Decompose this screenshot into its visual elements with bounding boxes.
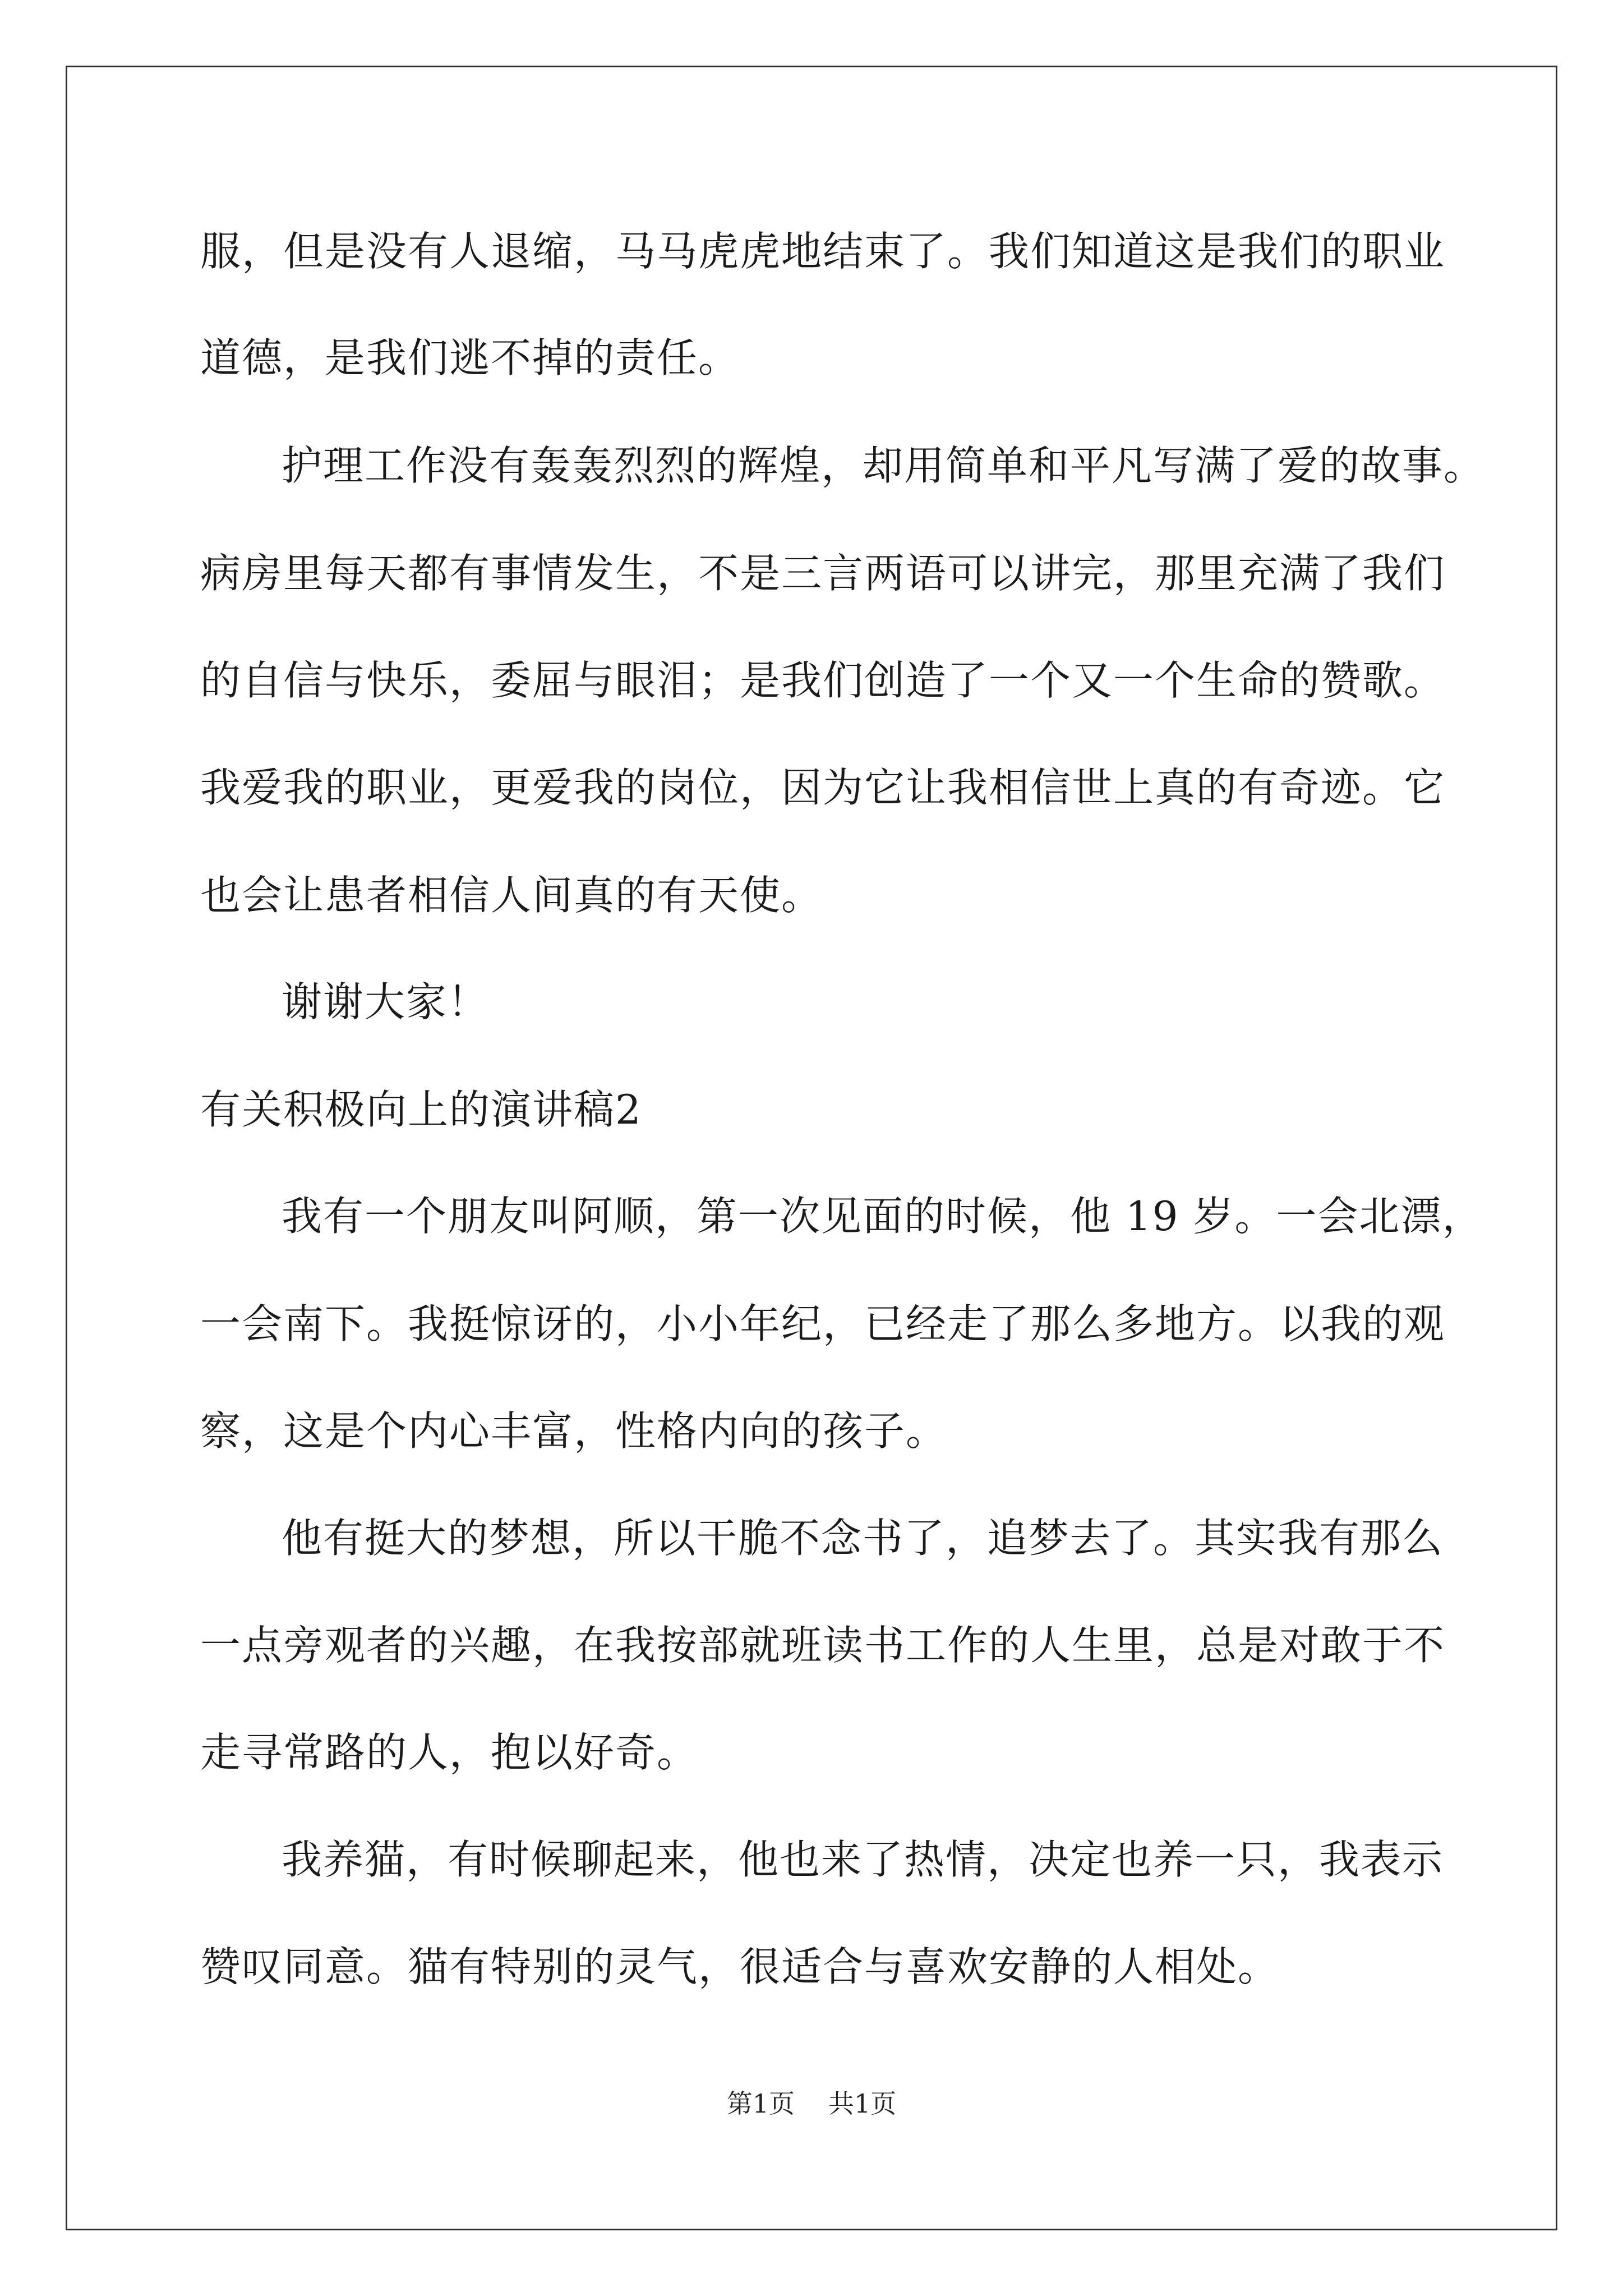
text-line: 的自信与快乐，委屈与眼泪；是我们创造了一个又一个生命的赞歌。 xyxy=(200,657,1446,704)
page-footer xyxy=(0,2087,1623,2120)
text-line: 病房里每天都有事情发生，不是三言两语可以讲完，那里充满了我们 xyxy=(200,550,1446,597)
text-line: 也会让患者相信人间真的有天使。 xyxy=(200,872,823,919)
page-border xyxy=(66,66,1557,2230)
text-line: 谢谢大家！ xyxy=(282,978,490,1025)
text-line: 走寻常路的人，抱以好奇。 xyxy=(200,1729,699,1776)
text-line: 护理工作没有轰轰烈烈的辉煌，却用简单和平凡写满了爱的故事。 xyxy=(282,442,1486,489)
text-line: 我爱我的职业，更爱我的岗位，因为它让我相信世上真的有奇迹。它 xyxy=(200,764,1446,811)
text-line: 道德，是我们逃不掉的责任。 xyxy=(200,334,740,381)
text-line: 赞叹同意。猫有特别的灵气，很适合与喜欢安静的人相处。 xyxy=(200,1943,1280,1990)
page-number-current: 第1页 xyxy=(726,2088,795,2119)
text-line: 察，这是个内心丰富，性格内向的孩子。 xyxy=(200,1407,948,1455)
section-heading: 有关积极向上的演讲稿2 xyxy=(200,1086,642,1133)
text-line: 服，但是没有人退缩，马马虎虎地结束了。我们知道这是我们的职业 xyxy=(200,228,1446,275)
text-line: 我有一个朋友叫阿顺，第一次见面的时候，他 19 岁。一会北漂， xyxy=(282,1193,1484,1240)
text-line: 一会南下。我挺惊讶的，小小年纪，已经走了那么多地方。以我的观 xyxy=(200,1300,1446,1347)
page-number-total: 共1页 xyxy=(828,2088,897,2119)
text-line: 我养猫，有时候聊起来，他也来了热情，决定也养一只，我表示 xyxy=(282,1836,1444,1883)
text-line: 一点旁观者的兴趣，在我按部就班读书工作的人生里，总是对敢于不 xyxy=(200,1622,1446,1669)
text-line: 他有挺大的梦想，所以干脆不念书了，追梦去了。其实我有那么 xyxy=(282,1515,1444,1562)
